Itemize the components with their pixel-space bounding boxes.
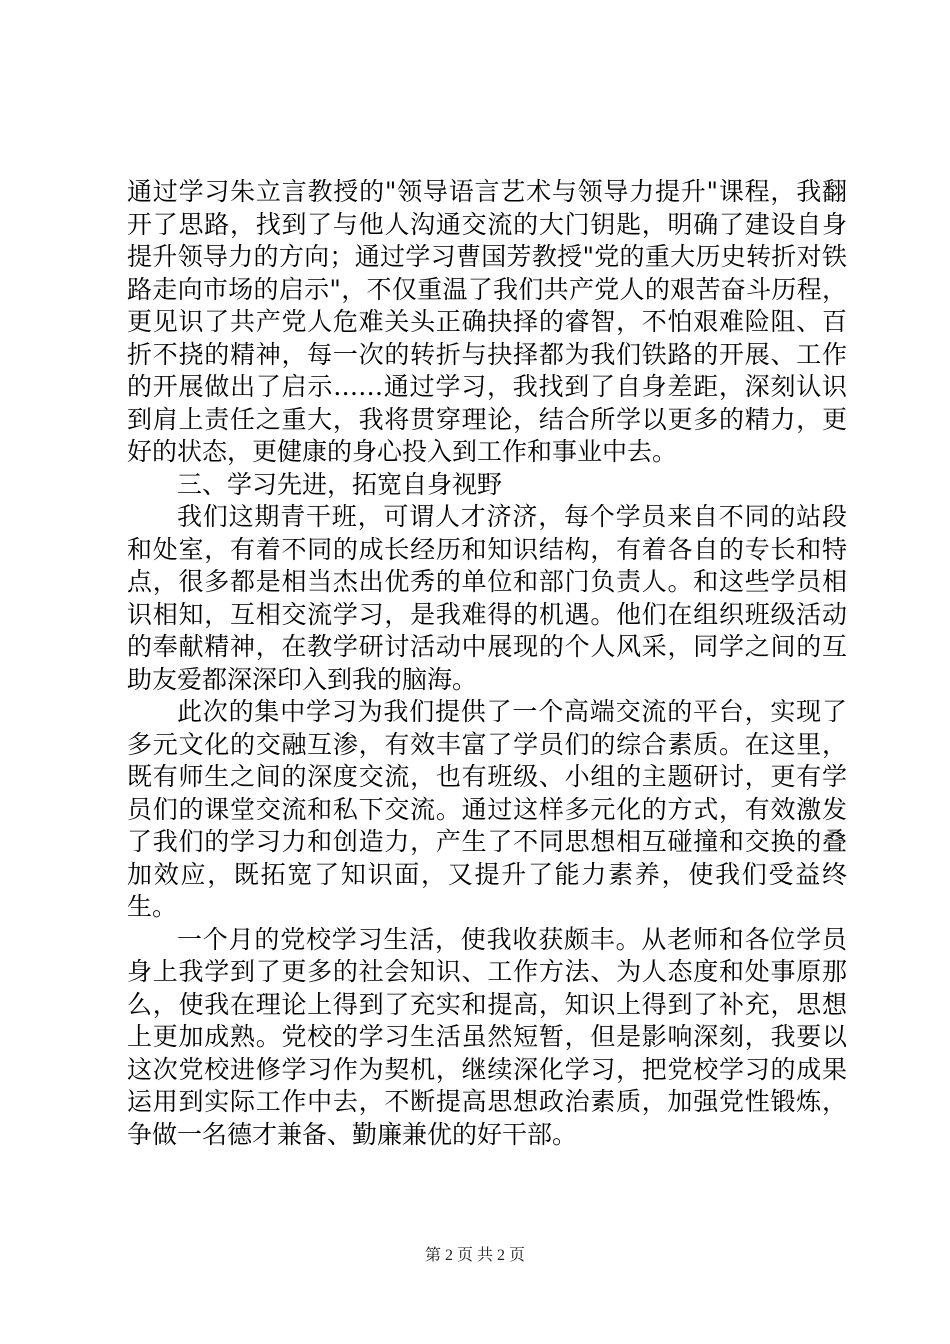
paragraph-study-courses: 通过学习朱立言教授的"领导语言艺术与领导力提升"课程，我翻开了思路，找到了与他人沟通交流的大门钥匙，明确了建设自身提升领导力的方向；通过学习曹国芳教授"党的重大历史转折对铁路走向市场的启示"，不仅重温了我们共产党人的艰苦奋斗历程，更见识了共产党人危难关头正确抉择的睿智，不怕艰难险阻、百折不挠的精神，每一次的转折与抉择都为我们铁路的开展、工作的开展做出了启示……通过学习，我找到了自身差距，深刻认识到肩上责任之重大，我将贯穿理论，结合所学以更多的精力，更好的状态，更健康的身心投入到工作和事业中去。 (127, 177, 847, 466)
paragraph-classmates: 我们这期青干班，可谓人才济济，每个学员来自不同的站段和处室，有着不同的成长经历和知识结构，有着各自的专长和特点，很多都是相当杰出优秀的单位和部门负责人。和这些学员相识相知，互相交流学习，是我难得的机遇。他们在组织班级活动的奉献精神，在教学研讨活动中展现的个人风采，同学之间的互助友爱都深深印入到我的脑海。 (127, 502, 847, 694)
paragraph-exchange-platform: 此次的集中学习为我们提供了一个高端交流的平台，实现了多元文化的交融互渗，有效丰富了学员们的综合素质。在这里，既有师生之间的深度交流，也有班级、小组的主题研讨，更有学员们的课堂交流和私下交流。通过这样多元化的方式，有效激发了我们的学习力和创造力，产生了不同思想相互碰撞和交换的叠加效应，既拓宽了知识面，又提升了能力素养，使我们受益终生。 (127, 697, 847, 921)
section-heading-learn-advanced: 三、学习先进，拓宽自身视野 (177, 469, 503, 499)
document-body (127, 176, 847, 1151)
paragraph-conclusion: 一个月的党校学习生活，使我收获颇丰。从老师和各位学员身上我学到了更多的社会知识、工作方法、为人态度和处事原那么，使我在理论上得到了充实和提高，知识上得到了补充，思想上更加成熟。党校的学习生活虽然短暂，但是影响深刻，我要以这次党校进修学习作为契机，继续深化学习，把党校学习的成果运用到实际工作中去，不断提高思想政治素质，加强党性锻炼，争做一名德才兼备、勤廉兼优的好干部。 (127, 924, 847, 1149)
page-number-footer: 第 2 页 共 2 页 (424, 1247, 525, 1264)
